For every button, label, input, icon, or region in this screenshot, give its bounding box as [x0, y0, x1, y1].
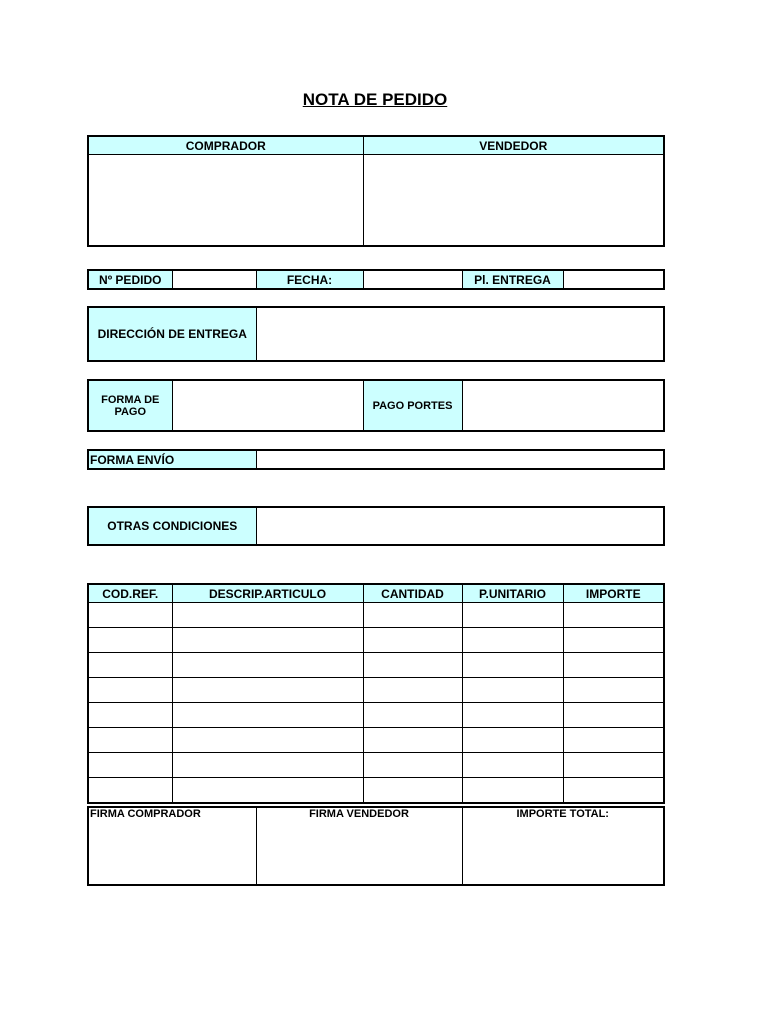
buyer-signature-field[interactable]: [88, 807, 256, 885]
item-cell[interactable]: [363, 728, 462, 753]
item-cell[interactable]: [172, 603, 363, 628]
total-amount-field[interactable]: [462, 807, 664, 885]
item-cell[interactable]: [172, 703, 363, 728]
item-cell[interactable]: [363, 653, 462, 678]
delivery-address-label: DIRECCIÓN DE ENTREGA: [88, 307, 256, 361]
item-cell[interactable]: [462, 778, 563, 804]
payment-method-text: FORMA DE PAGO: [101, 393, 160, 418]
date-label: FECHA:: [256, 270, 363, 289]
date-field[interactable]: [363, 270, 462, 289]
shipping-cost-field[interactable]: [462, 380, 664, 431]
buyer-signature-label: FIRMA COMPRADOR: [90, 808, 201, 820]
seller-field[interactable]: [363, 155, 664, 247]
item-cell[interactable]: [563, 778, 664, 804]
delivery-term-field[interactable]: [563, 270, 664, 289]
item-cell[interactable]: [172, 753, 363, 778]
shipping-method-label: FORMA ENVÍO: [88, 450, 256, 469]
item-cell[interactable]: [462, 678, 563, 703]
item-cell[interactable]: [462, 703, 563, 728]
items-header-code: COD.REF.: [88, 584, 172, 603]
payment-method-field[interactable]: [172, 380, 363, 431]
payment-method-label: [88, 380, 172, 431]
buyer-field[interactable]: [88, 155, 363, 247]
table-row: [88, 603, 664, 628]
seller-signature-field[interactable]: [256, 807, 462, 885]
page-title: NOTA DE PEDIDO: [302, 90, 448, 109]
item-cell[interactable]: [363, 753, 462, 778]
item-cell[interactable]: [172, 678, 363, 703]
items-header-quantity: CANTIDAD: [363, 584, 462, 603]
signatures-table: [87, 806, 665, 886]
item-cell[interactable]: [88, 653, 172, 678]
items-table: [87, 583, 665, 804]
item-cell[interactable]: [563, 703, 664, 728]
table-row: [88, 778, 664, 804]
table-row: [88, 728, 664, 753]
item-cell[interactable]: [88, 703, 172, 728]
seller-header: VENDEDOR: [363, 136, 664, 155]
item-cell[interactable]: [363, 603, 462, 628]
other-conditions-table: [87, 506, 665, 546]
item-cell[interactable]: [563, 628, 664, 653]
item-cell[interactable]: [563, 678, 664, 703]
item-cell[interactable]: [462, 728, 563, 753]
parties-table: [87, 135, 665, 247]
items-header-amount: IMPORTE: [563, 584, 664, 603]
item-cell[interactable]: [563, 653, 664, 678]
item-cell[interactable]: [563, 728, 664, 753]
item-cell[interactable]: [363, 628, 462, 653]
item-cell[interactable]: [462, 603, 563, 628]
item-cell[interactable]: [363, 678, 462, 703]
delivery-address-table: [87, 306, 665, 362]
seller-signature-label: FIRMA VENDEDOR: [309, 808, 409, 820]
item-cell[interactable]: [172, 653, 363, 678]
order-number-field[interactable]: [172, 270, 256, 289]
table-row: [88, 703, 664, 728]
item-cell[interactable]: [462, 628, 563, 653]
delivery-address-field[interactable]: [256, 307, 664, 361]
payment-table: [87, 379, 665, 432]
shipping-cost-label: PAGO PORTES: [363, 380, 462, 431]
item-cell[interactable]: [172, 778, 363, 804]
item-cell[interactable]: [363, 703, 462, 728]
item-cell[interactable]: [563, 603, 664, 628]
shipping-method-table: [87, 449, 665, 470]
item-cell[interactable]: [363, 778, 462, 804]
order-info-table: [87, 269, 665, 290]
table-row: [88, 653, 664, 678]
table-row: [88, 753, 664, 778]
delivery-term-label: Pl. ENTREGA: [462, 270, 563, 289]
item-cell[interactable]: [88, 728, 172, 753]
items-header-unit-price: P.UNITARIO: [462, 584, 563, 603]
items-header-description: DESCRIP.ARTICULO: [172, 584, 363, 603]
item-cell[interactable]: [172, 728, 363, 753]
table-row: [88, 628, 664, 653]
other-conditions-label: OTRAS CONDICIONES: [88, 507, 256, 545]
other-conditions-field[interactable]: [256, 507, 664, 545]
item-cell[interactable]: [563, 753, 664, 778]
item-cell[interactable]: [88, 628, 172, 653]
order-number-label: Nº PEDIDO: [88, 270, 172, 289]
total-amount-label: IMPORTE TOTAL:: [516, 808, 609, 820]
buyer-header: COMPRADOR: [88, 136, 363, 155]
item-cell[interactable]: [172, 628, 363, 653]
item-cell[interactable]: [88, 753, 172, 778]
item-cell[interactable]: [88, 678, 172, 703]
item-cell[interactable]: [462, 653, 563, 678]
item-cell[interactable]: [462, 753, 563, 778]
table-row: [88, 678, 664, 703]
item-cell[interactable]: [88, 603, 172, 628]
shipping-method-field[interactable]: [256, 450, 664, 469]
item-cell[interactable]: [88, 778, 172, 804]
